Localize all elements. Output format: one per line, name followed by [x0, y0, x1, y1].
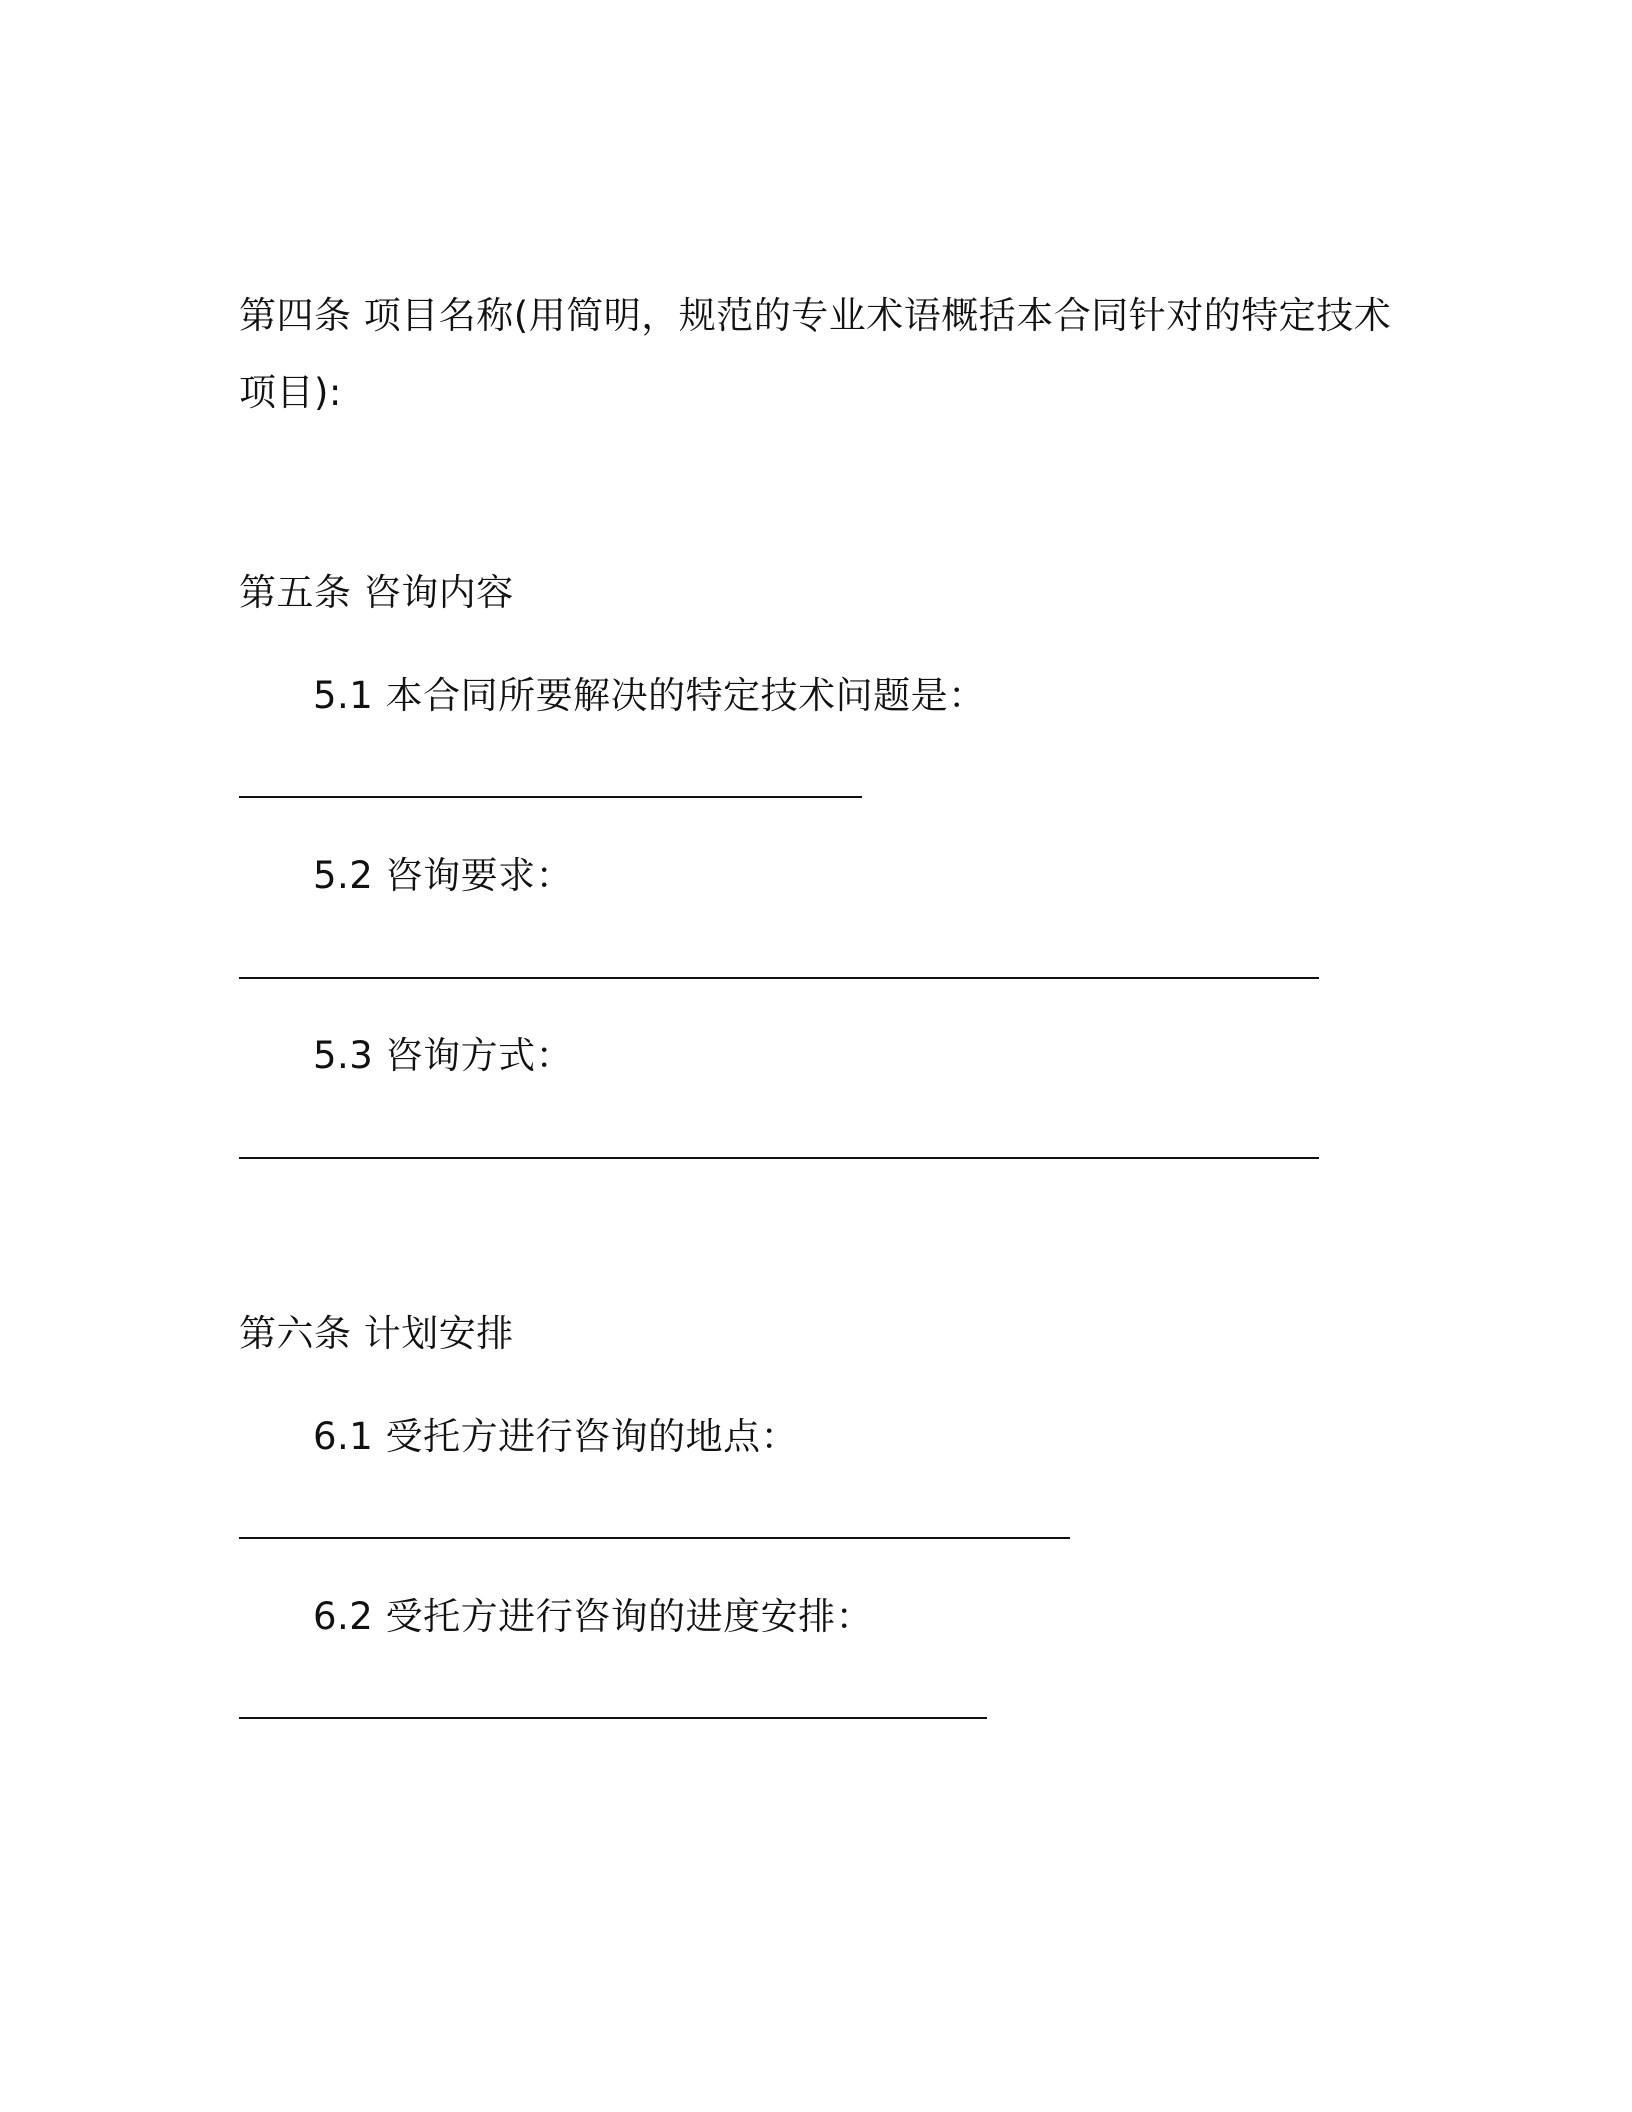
item-5-3-label: 5.3 咨询方式：	[313, 1034, 574, 1077]
item-5-2-label: 5.2 咨询要求：	[313, 854, 574, 897]
item-6-2-label: 6.2 受托方进行咨询的进度安排：	[313, 1595, 874, 1638]
article4-title-line2: 项目):	[239, 371, 342, 414]
item-5-2-blank-line[interactable]	[239, 977, 1319, 979]
article4-title-line1: 第四条 项目名称(用简明，规范的专业术语概括本合同针对的特定技术	[239, 294, 1392, 337]
item-6-2-blank-line[interactable]	[239, 1717, 987, 1719]
item-6-1-blank-line[interactable]	[239, 1537, 1070, 1539]
article5-heading: 第五条 咨询内容	[239, 571, 514, 614]
item-5-1-label: 5.1 本合同所要解决的特定技术问题是：	[313, 674, 986, 717]
item-5-3-blank-line[interactable]	[239, 1157, 1319, 1159]
item-5-1-blank-line[interactable]	[239, 796, 862, 798]
article6-heading: 第六条 计划安排	[239, 1312, 514, 1355]
item-6-1-label: 6.1 受托方进行咨询的地点：	[313, 1415, 799, 1458]
